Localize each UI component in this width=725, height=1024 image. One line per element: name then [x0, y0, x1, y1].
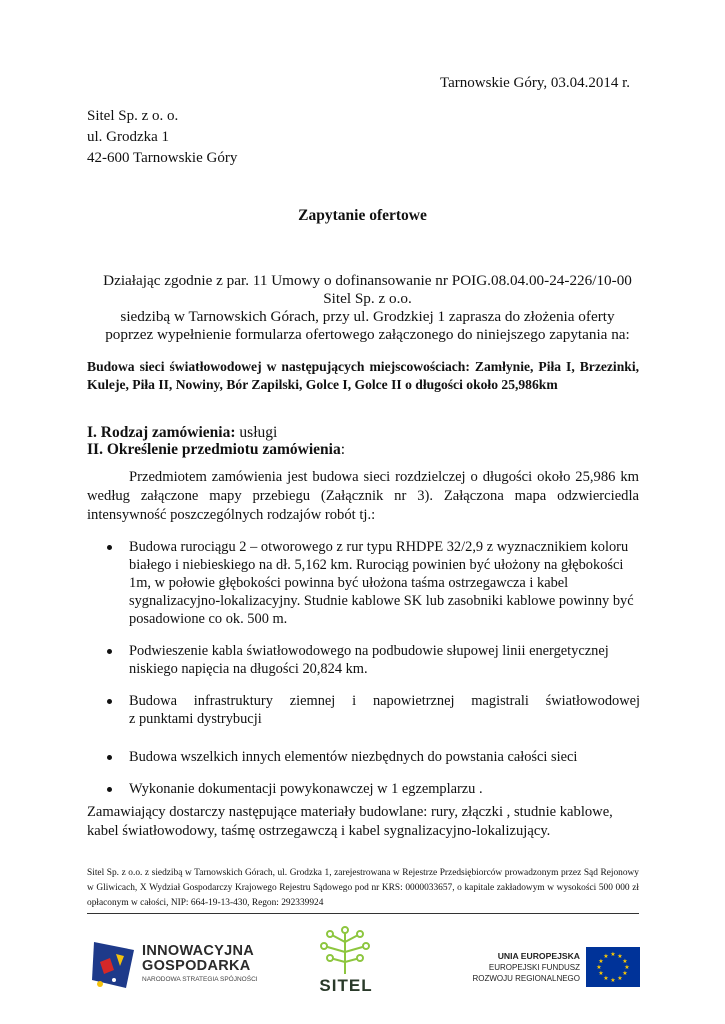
- svg-text:★: ★: [610, 977, 616, 984]
- footer-company-info: Sitel Sp. z o.o. z siedzibą w Tarnowskich Górach, ul. Grodzka 1, zarejestrowana w Rejestrze Przedsiębiorców prowadzonym przez Sąd Rejonowy w Gliwicach, X Wydział Gospodarczy Krajowego Rejestru Sądowego pod nr KRS: 0000033657, o kapitale zakładowym w wysokości 500 000 zł opłaconym w całości, NIP: 664-19-13-430, Regon: 292339924: [87, 868, 639, 908]
- eu-flag-icon: [586, 947, 640, 987]
- ig-subtitle: NARODOWA STRATEGIA SPÓJNOŚCI: [142, 976, 258, 983]
- bullet-icon: [107, 699, 112, 704]
- section-order-type-value: usługi: [235, 424, 278, 441]
- eu-text-block: [470, 951, 580, 984]
- intro-paragraph: [80, 272, 655, 344]
- section-order-subject-suffix: :: [340, 441, 346, 458]
- description-paragraph: Przedmiotem zamówienia jest budowa sieci rozdzielczej o długości około 25,986 km według załączone mapy przebiegu (Załącznik nr 3). Załączona mapa odzwierciedla intensywność poszczególnych rodzajów robót tj.:: [87, 469, 639, 523]
- list-item-text: Budowa rurociągu 2 – otworowego z rur typu RHDPE 32/2,9 z wyznacznikiem koloru białego i niebieskiego na dł. 5,162 km. Rurociąg powinien być ułożony na głębokości 1m, w połowie głębokości powinna być ułożona taśma ostrzegawcza i kabel sygnalizacyjno-lokalizacyjny. Studnie kablowe SK lub zasobniki kablowe powinny być posadowione co ok. 500 m.: [129, 539, 634, 627]
- list-item: [105, 538, 640, 628]
- section-order-subject: [87, 441, 345, 459]
- sitel-wordmark: SITEL: [319, 976, 373, 995]
- sender-address: [87, 106, 237, 169]
- intro-line-1: Działając zgodnie z par. 11 Umowy o dofinansowanie nr POIG.08.04.00-24-226/10-00: [103, 272, 632, 289]
- svg-text:★: ★: [622, 970, 628, 977]
- eu-line-1: UNIA EUROPEJSKA: [497, 951, 580, 961]
- list-item-text: Budowa wszelkich innych elementów niezbędnych do powstania całości sieci: [129, 749, 578, 765]
- ig-emblem-icon: [90, 940, 138, 990]
- scope-bullet-list: [105, 538, 640, 812]
- footer-divider: [87, 913, 639, 914]
- sender-city: 42-600 Tarnowskie Góry: [87, 150, 238, 166]
- section-order-subject-label: II. Określenie przedmiotu zamówienia: [87, 441, 341, 458]
- sender-street: ul. Grodzka 1: [87, 129, 170, 145]
- svg-text:★: ★: [598, 970, 604, 977]
- ig-wordmark: [142, 944, 254, 974]
- svg-text:★: ★: [598, 958, 604, 965]
- intro-line-3: siedzibą w Tarnowskich Górach, przy ul. Grodzkiej 1 zaprasza do złożenia oferty: [120, 308, 615, 325]
- section-order-type-label: I. Rodzaj zamówienia:: [87, 424, 236, 441]
- bullet-icon: [107, 649, 112, 654]
- list-item: [105, 692, 640, 728]
- list-item: [105, 748, 640, 766]
- bullet-icon: [107, 545, 112, 550]
- svg-text:★: ★: [617, 953, 623, 960]
- bullet-icon: [107, 755, 112, 760]
- intro-line-2: Sitel Sp. z o.o.: [323, 290, 412, 307]
- sender-name: Sitel Sp. z o. o.: [87, 108, 179, 124]
- bullet-icon: [107, 787, 112, 792]
- intro-line-4: poprzez wypełnienie formularza ofertowego załączonego do niniejszego zapytania na:: [105, 326, 630, 343]
- innowacyjna-gospodarka-logo: [90, 940, 270, 990]
- eu-line-3: ROZWOJU REGIONALNEGO: [472, 974, 580, 983]
- closing-paragraph: Zamawiający dostarczy następujące materiały budowlane: rury, złączki , studnie kablowe, kabel światłowodowy, taśmę ostrzegawczą i kabel sygnalizacyjno-lokalizujący.: [87, 804, 613, 839]
- ig-line-2: GOSPODARKA: [142, 958, 251, 974]
- sitel-logo: [310, 924, 380, 999]
- svg-text:★: ★: [622, 958, 628, 965]
- list-item: [105, 642, 640, 678]
- list-item-text-continued: z punktami dystrybucji: [129, 711, 262, 727]
- date-line: Tarnowskie Góry, 03.04.2014 r.: [440, 75, 631, 91]
- eu-line-2: EUROPEJSKI FUNDUSZ: [488, 963, 580, 972]
- list-item-text: Podwieszenie kabla światłowodowego na podbudowie słupowej linii energetycznej niskiego napięcia na długości 20,824 km.: [129, 643, 609, 677]
- svg-text:★: ★: [610, 951, 616, 958]
- svg-text:★: ★: [624, 964, 630, 971]
- svg-text:★: ★: [603, 953, 609, 960]
- list-item-text: Budowa infrastruktury ziemnej i napowietrznej magistrali światłowodowej: [129, 693, 640, 709]
- sitel-tree-icon: [310, 924, 380, 976]
- list-item-text: Wykonanie dokumentacji powykonawczej w 1 egzemplarzu .: [129, 781, 483, 797]
- svg-text:★: ★: [596, 964, 602, 971]
- document-title: Zapytanie ofertowe: [298, 207, 427, 224]
- eu-fund-logo: [470, 947, 640, 992]
- list-item: [105, 780, 640, 798]
- svg-text:★: ★: [603, 975, 609, 982]
- ig-line-1: INNOWACYJNA: [142, 943, 255, 959]
- svg-text:★: ★: [617, 975, 623, 982]
- section-order-type: [87, 424, 277, 442]
- scope-title: Budowa sieci światłowodowej w następujących miejscowościach: Zamłynie, Piła I, Brzezinki, Kuleje, Piła II, Nowiny, Bór Zapilski, Golce I, Golce II o długości około 25,986km: [87, 359, 639, 392]
